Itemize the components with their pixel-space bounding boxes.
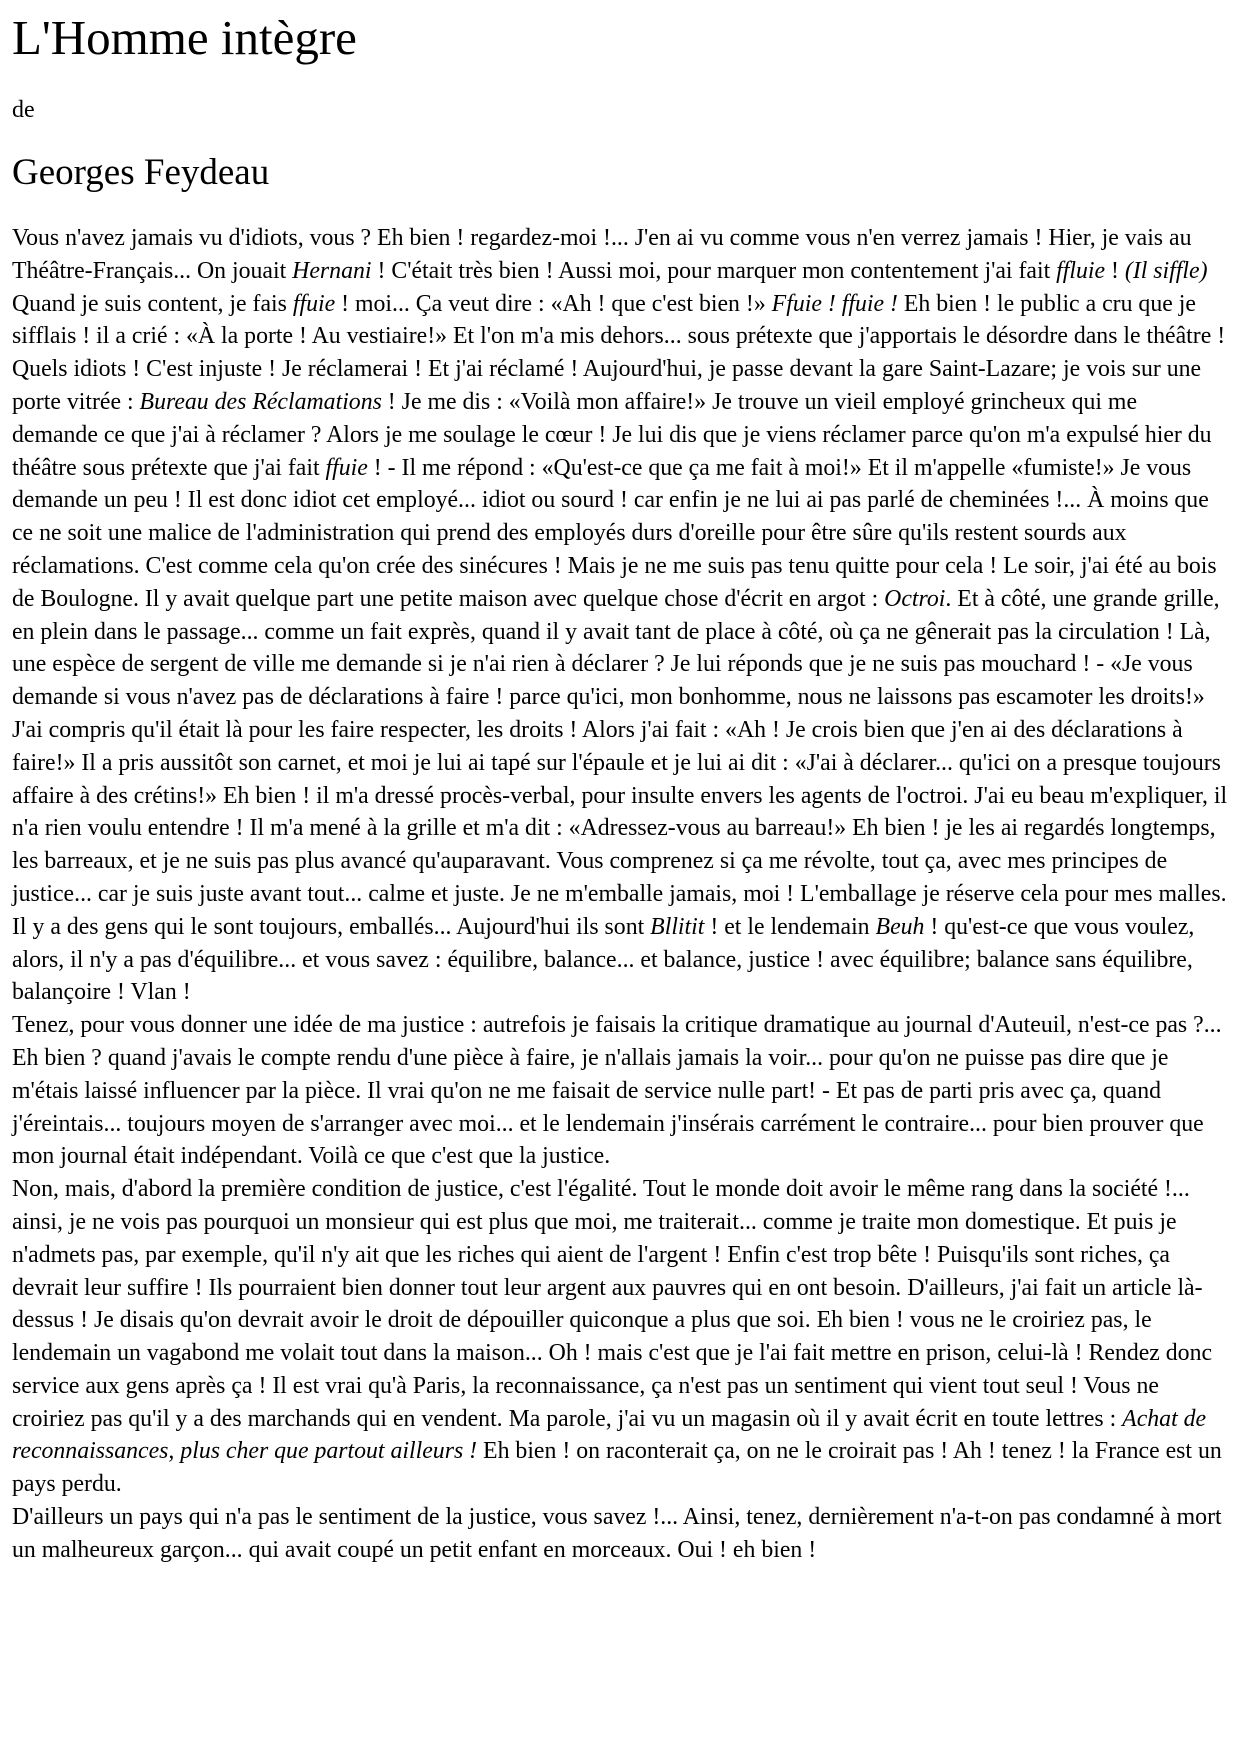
text-run: D'ailleurs un pays qui n'a pas le sentiment de la justice, vous savez !... Ainsi, tenez, dernièrement n'a-t-on pas condamné à mort un malheureux garçon... qui avait coupé un petit enfant en morceaux. Oui ! eh bien !: [12, 1504, 1222, 1563]
text-run: Tenez, pour vous donner une idée de ma justice : autrefois je faisais la critique dramatique au journal d'Auteuil, n'est-ce pas ?... Eh bien ? quand j'avais le compte rendu d'une pièce à faire, je n'allais jamais la voir... pour qu'on ne puisse pas dire que je m'étais laissé influencer par la pièce. Il vrai qu'on ne me faisait de service nulle part! - Et pas de parti pris avec ça, quand j'éreintais... toujours moyen de s'arranger avec moi... et le lendemain j'insérais carrément le contraire... pour bien prouver que mon journal était indépendant. Voilà ce que c'est que la justice.: [12, 1012, 1222, 1170]
text-run: . Et à côté, une grande grille, en plein dans le passage... comme un fait exprès, quand il y avait tant de place à côté, où ça ne gênerait pas la circulation ! Là, une espèce de sergent de ville me demande si je n'ai rien à déclarer ? Je lui réponds que je ne suis pas mouchard ! - «Je vous demande si vous n'avez pas de déclarations à faire ! parce qu'ici, mon bonhomme, nous ne laissons pas escamoter les droits!» J'ai compris qu'il était là pour les faire respecter, les droits ! Alors j'ai fait : «Ah ! Je crois bien que j'en ai des déclarations à faire!» Il a pris aussitôt son carnet, et moi je lui ai tapé sur l'épaule et je lui ai dit : «J'ai à déclarer... qu'ici on a presque toujours affaire à des crétins!» Eh bien ! il m'a dressé procès-verbal, pour insulte envers les agents de l'octroi. J'ai eu beau m'expliquer, il n'a rien voulu entendre ! Il m'a mené à la grille et m'a dit : «Adressez-vous au barreau!» Eh bien ! je les ai regardés longtemps, les barreaux, et je ne suis pas plus avancé qu'auparavant. Vous comprenez si ça me révolte, tout ça, avec mes principes de justice... car je suis juste avant tout... calme et juste. Je ne m'emballe jamais, moi ! L'emballage je réserve cela pour mes malles. Il y a des gens qui le sont toujours, emballés... Aujourd'hui ils sont: [12, 585, 1228, 940]
text-run: Vous n'avez jamais vu d'idiots, vous ? Eh bien ! regardez-moi !... J'en ai vu comme vous n'en verrez jamais ! Hier, je vais au Théâtre-Français... On jouait: [12, 225, 1192, 284]
text-run: Non, mais, d'abord la première condition de justice, c'est l'égalité. Tout le monde doit avoir le même rang dans la société !... ainsi, je ne vois pas pourquoi un monsieur qui est plus que moi, me traiterait... comme je traite mon domestique. Et puis je n'admets pas, par exemple, qu'il n'y ait que les riches qui aient de l'argent ! Enfin c'est trop bête ! Puisqu'ils sont riches, ça devrait leur suffire ! Ils pourraient bien donner tout leur argent aux pauvres qui en ont besoin. D'ailleurs, j'ai fait un article là-dessus ! Je disais qu'on devrait avoir le droit de dépouiller quiconque a plus que soi. Eh bien ! vous ne le croiriez pas, le lendemain un vagabond me volait tout dans la maison... Oh ! mais c'est que je l'ai fait mettre en prison, celui-là ! Rendez donc service aux gens après ça ! Il est vrai qu'à Paris, la reconnaissance, ça n'est pas un sentiment qui vient tout seul ! Vous ne croiriez pas qu'il y a des marchands qui en vendent. Ma parole, j'ai vu un magasin où il y avait écrit en toute lettres :: [12, 1176, 1213, 1432]
italic-text: Hernani: [292, 257, 372, 284]
text-run: Eh bien ! le public a cru que je sifflais ! il a crié : «À la porte ! Au vestiaire!» Et l'on m'a mis dehors... sous prétexte que j'apportais le désordre dans le théâtre ! Quels idiots ! C'est injuste ! Je réclamerai ! Et j'ai réclamé ! Aujourd'hui, je passe devant la gare Saint-Lazare; je vois sur une porte vitrée :: [12, 290, 1226, 415]
italic-text: Bllitit: [650, 913, 705, 940]
text-run: ! qu'est-ce que vous voulez, alors, il n'y a pas d'équilibre... et vous savez : équilibre, balance... et balance, justice ! avec équilibre; balance sans équilibre, balançoire ! Vlan !: [12, 913, 1195, 1006]
text-run: ! moi... Ça veut dire : «Ah ! que c'est bien !»: [335, 290, 772, 317]
text-run: ! - Il me répond : «Qu'est-ce que ça me fait à moi!» Et il m'appelle «fumiste!» Je vous demande un peu ! Il est donc idiot cet employé... idiot ou sourd ! car enfin je ne lui ai pas parlé de cheminées !... À moins que ce ne soit une malice de l'administration qui prend des employés durs d'oreille pour être sûre qu'ils restent sourds aux réclamations. C'est comme cela qu'on crée des sinécures ! Mais je ne me suis pas tenu quitte pour cela ! Le soir, j'ai été au bois de Boulogne. Il y avait quelque part une petite maison avec quelque chose d'écrit en argot :: [12, 454, 1217, 612]
text-run: ! et le lendemain: [704, 913, 876, 940]
author-name: Georges Feydeau: [12, 152, 270, 193]
text-run: ! C'était très bien ! Aussi moi, pour marquer mon contentement j'ai fait: [371, 257, 1057, 284]
italic-text: Octroi: [884, 585, 946, 612]
italic-text: Achat de reconnaissances, plus cher que partout ailleurs !: [12, 1405, 1207, 1465]
paragraph: [12, 1173, 1228, 1501]
italic-text: Beuh: [875, 913, 925, 940]
italic-text: ffluie: [1056, 257, 1106, 284]
italic-text: ffuie: [325, 454, 368, 481]
text-run: ! Je me dis : «Voilà mon affaire!» Je trouve un vieil employé grincheux qui me demande ce que j'ai à réclamer ? Alors je me soulage le cœur ! Je lui dis que je viens réclamer parce qu'on m'a expulsé hier du théâtre sous prétexte que j'ai fait: [12, 388, 1212, 481]
italic-text: ffuie: [292, 290, 336, 317]
paragraph: [12, 1009, 1228, 1173]
document-title: L'Homme intègre: [12, 10, 357, 65]
text-run: Eh bien ! on raconterait ça, on ne le croirait pas ! Ah ! tenez ! la France est un pays perdu.: [12, 1438, 1222, 1498]
italic-text: Ffuie ! ffuie !: [771, 290, 898, 317]
italic-text: Bureau des Réclamations: [139, 388, 382, 415]
body-text: [12, 222, 1228, 1567]
text-run: Quand je suis content, je fais: [12, 290, 293, 317]
byline: de: [12, 97, 35, 123]
text-run: !: [1105, 257, 1125, 284]
paragraph: [12, 1501, 1228, 1567]
italic-text: (Il siffle): [1124, 257, 1208, 284]
paragraph: [12, 222, 1228, 1009]
